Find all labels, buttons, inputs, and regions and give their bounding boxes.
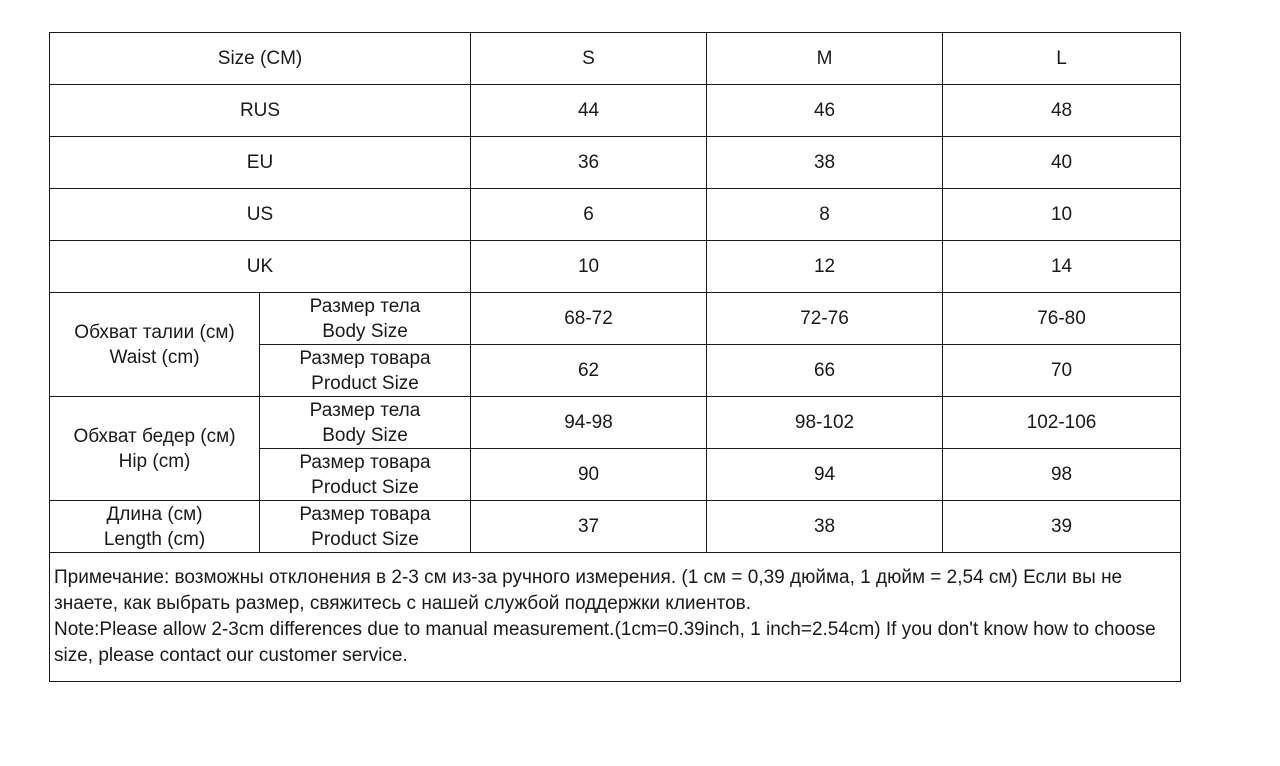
table-row	[50, 397, 1181, 449]
hip-label-en: Hip (cm)	[118, 450, 191, 472]
sub-label-en: Product Size	[311, 528, 419, 550]
cell-value: 39	[943, 501, 1181, 553]
note-cell	[50, 553, 1181, 682]
cell-value: 44	[471, 85, 707, 137]
row-label-eu: EU	[50, 137, 471, 189]
table-row	[50, 189, 1181, 241]
note-row	[50, 553, 1181, 682]
sub-label-body-size	[260, 293, 471, 345]
hip-label-ru: Обхват бедер (см)	[73, 425, 236, 447]
cell-value: 94	[707, 449, 943, 501]
length-label-ru: Длина (см)	[106, 503, 203, 525]
cell-value: 10	[943, 189, 1181, 241]
table-row	[50, 85, 1181, 137]
note-text-ru: Примечание: возможны отклонения в 2-3 см из-за ручного измерения. (1 см = 0,39 дюйма, 1 дюйм = 2,54 см) Если вы не знаете, как выбрать размер, свяжитесь с нашей службой поддержки клиентов.	[54, 567, 1123, 614]
cell-value: 72-76	[707, 293, 943, 345]
sub-label-product-size	[260, 501, 471, 553]
note-text-en: Note:Please allow 2-3cm differences due to manual measurement.(1cm=0.39inch, 1 inch=2.54cm) If you don't know how to choose size, please contact our customer service.	[54, 619, 1156, 666]
cell-value: 12	[707, 241, 943, 293]
row-label-hip	[50, 397, 260, 501]
cell-value: 90	[471, 449, 707, 501]
header-size-s: S	[471, 33, 707, 85]
table-row	[50, 241, 1181, 293]
table-row	[50, 501, 1181, 553]
sub-label-en: Body Size	[322, 320, 408, 342]
cell-value: 14	[943, 241, 1181, 293]
row-label-waist	[50, 293, 260, 397]
cell-value: 38	[707, 501, 943, 553]
size-chart	[49, 32, 1180, 682]
header-row	[50, 33, 1181, 85]
sub-label-ru: Размер товара	[299, 503, 431, 525]
header-size-label: Size (CM)	[50, 33, 471, 85]
cell-value: 6	[471, 189, 707, 241]
sub-label-en: Product Size	[311, 476, 419, 498]
sub-label-body-size	[260, 397, 471, 449]
cell-value: 68-72	[471, 293, 707, 345]
cell-value: 10	[471, 241, 707, 293]
size-table	[49, 32, 1181, 682]
header-size-l: L	[943, 33, 1181, 85]
cell-value: 66	[707, 345, 943, 397]
cell-value: 76-80	[943, 293, 1181, 345]
waist-label-en: Waist (cm)	[109, 346, 200, 368]
sub-label-product-size	[260, 449, 471, 501]
row-label-uk: UK	[50, 241, 471, 293]
cell-value: 8	[707, 189, 943, 241]
waist-label-ru: Обхват талии (см)	[74, 321, 235, 343]
cell-value: 62	[471, 345, 707, 397]
row-label-rus: RUS	[50, 85, 471, 137]
cell-value: 70	[943, 345, 1181, 397]
table-row	[50, 293, 1181, 345]
sub-label-en: Product Size	[311, 372, 419, 394]
cell-value: 38	[707, 137, 943, 189]
row-label-us: US	[50, 189, 471, 241]
cell-value: 36	[471, 137, 707, 189]
header-size-m: M	[707, 33, 943, 85]
sub-label-ru: Размер товара	[299, 347, 431, 369]
cell-value: 46	[707, 85, 943, 137]
sub-label-en: Body Size	[322, 424, 408, 446]
length-label-en: Length (cm)	[103, 528, 206, 550]
row-label-length	[50, 501, 260, 553]
sub-label-ru: Размер тела	[309, 295, 421, 317]
sub-label-ru: Размер товара	[299, 451, 431, 473]
sub-label-product-size	[260, 345, 471, 397]
cell-value: 98-102	[707, 397, 943, 449]
cell-value: 102-106	[943, 397, 1181, 449]
cell-value: 98	[943, 449, 1181, 501]
cell-value: 94-98	[471, 397, 707, 449]
cell-value: 37	[471, 501, 707, 553]
cell-value: 48	[943, 85, 1181, 137]
cell-value: 40	[943, 137, 1181, 189]
sub-label-ru: Размер тела	[309, 399, 421, 421]
table-row	[50, 137, 1181, 189]
